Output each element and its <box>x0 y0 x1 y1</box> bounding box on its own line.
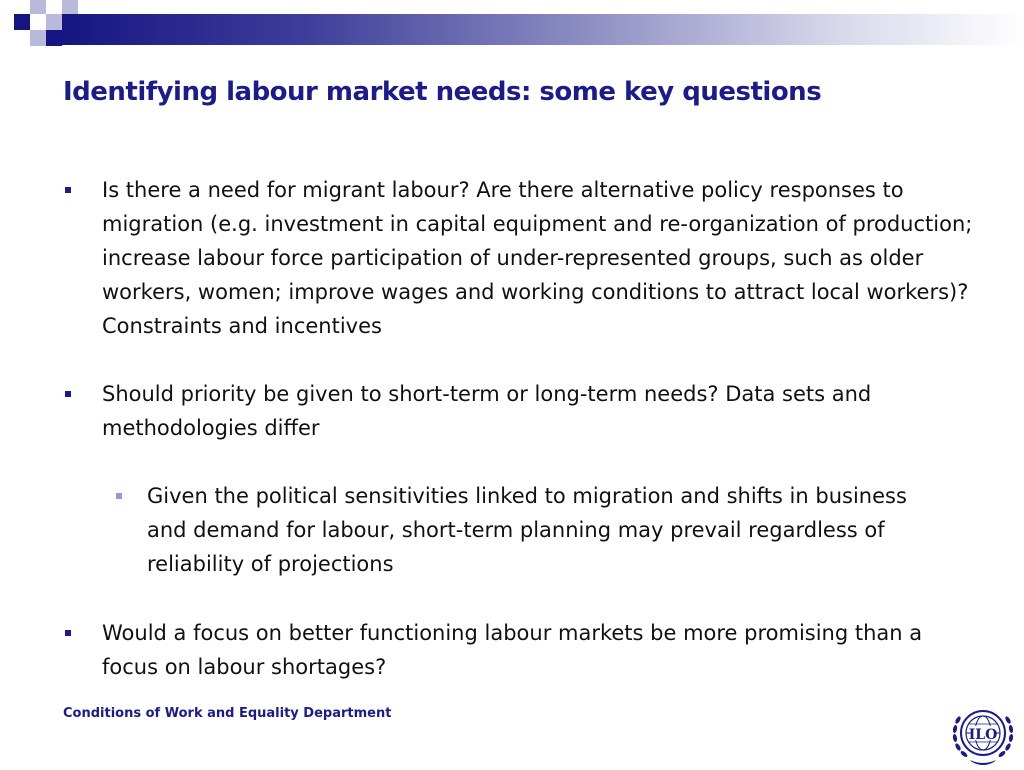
sub-bullet-text: Given the political sensitivities linked to migration and shifts in business and demand for labour, short-term planning may prevail regardless of reliability of projections <box>147 484 907 576</box>
header-gradient-band <box>62 14 1024 45</box>
corner-square <box>46 14 62 30</box>
bullet-square-icon <box>65 391 71 397</box>
bullet-item <box>102 173 982 343</box>
slide-title: Identifying labour market needs: some key questions <box>63 77 822 107</box>
corner-square <box>62 0 78 14</box>
corner-square <box>14 14 30 30</box>
corner-square <box>46 30 62 46</box>
bullet-square-icon <box>65 630 71 636</box>
footer-department: Conditions of Work and Equality Department <box>63 706 392 721</box>
bullet-item <box>102 616 982 684</box>
bullet-item <box>102 377 982 445</box>
corner-square <box>30 0 46 14</box>
logo-text: ILO <box>968 727 998 743</box>
corner-square <box>30 30 46 46</box>
sub-bullet-item <box>147 479 947 581</box>
bullet-square-icon <box>65 187 71 193</box>
ilo-emblem-icon <box>946 698 1020 766</box>
sub-bullet-square-icon <box>116 493 122 499</box>
bullet-text: Would a focus on better functioning labour markets be more promising than a focus on labour shortages? <box>102 621 923 679</box>
bullet-text: Should priority be given to short-term or long-term needs? Data sets and methodologies differ <box>102 382 872 440</box>
bullet-text: Is there a need for migrant labour? Are there alternative policy responses to migration (e.g. investment in capital equipment and re-organization of production; increase labour force participation of under-represented groups, such as older workers, women; improve wages and working conditions to attract local workers)? Constraints and incentives <box>102 178 973 338</box>
